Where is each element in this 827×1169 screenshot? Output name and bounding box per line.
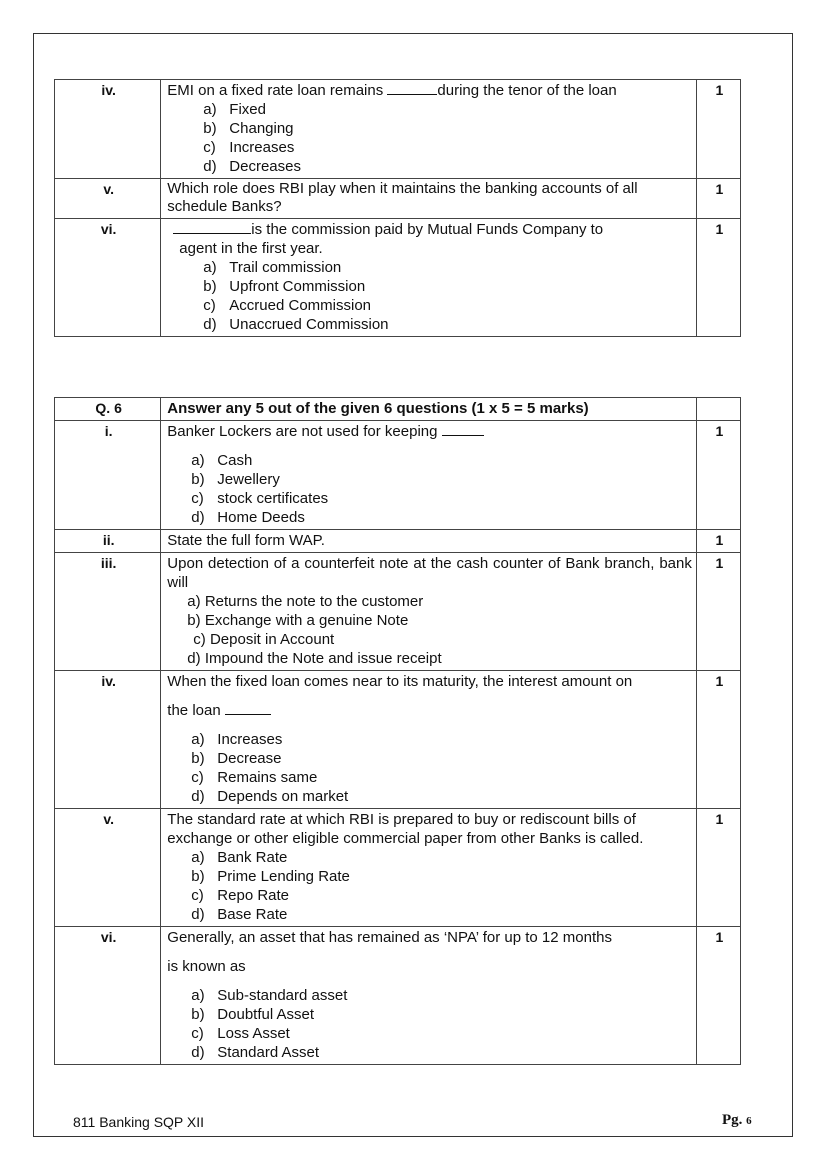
footer-page-number — [722, 1112, 752, 1129]
option-label: b) — [203, 120, 217, 137]
question-cell — [161, 219, 697, 337]
option-text: Returns the note to the customer — [204, 593, 424, 610]
options-list — [167, 730, 692, 806]
option-text: Trail commission — [229, 259, 342, 276]
option-text: Cash — [217, 452, 253, 469]
marks: 1 — [696, 927, 740, 1065]
question-text: the loan — [167, 702, 225, 719]
question-text: The standard rate at which RBI is prepared to buy or rediscount bills of exchange or other eligible commercial paper from other Banks is called. — [167, 811, 644, 847]
question-table-q6 — [54, 397, 741, 1065]
option — [167, 886, 692, 905]
question-text: State the full form WAP. — [161, 530, 697, 553]
options-list — [167, 986, 692, 1062]
question-cell — [161, 553, 697, 671]
table-row — [55, 809, 741, 927]
option-text: Fixed — [229, 101, 266, 118]
table-row — [55, 219, 741, 337]
option — [167, 157, 692, 176]
option-text: Loss Asset — [217, 1025, 290, 1042]
option — [167, 258, 692, 277]
option-text: Accrued Commission — [229, 297, 372, 314]
question-text: agent in the first year. — [179, 240, 323, 257]
option-text: Doubtful Asset — [217, 1006, 315, 1023]
options-list — [167, 100, 692, 176]
option-label: b) — [191, 471, 205, 488]
question-text: EMI on a fixed rate loan remains — [167, 82, 388, 99]
option — [167, 630, 692, 649]
option — [167, 592, 692, 611]
option-label: a) — [191, 849, 205, 866]
option-label: c) — [191, 490, 204, 507]
option-label: d) — [187, 650, 201, 667]
options-list — [167, 258, 692, 334]
option-label: b) — [187, 612, 201, 629]
option-label: a) — [191, 731, 205, 748]
question-cell — [161, 80, 697, 179]
question-number: ii. — [55, 530, 161, 553]
page-prefix: Pg. — [722, 1112, 743, 1128]
option-label: b) — [203, 278, 217, 295]
question-number: vi. — [55, 927, 161, 1065]
fill-blank — [387, 82, 437, 95]
option — [167, 986, 692, 1005]
marks: 1 — [696, 80, 740, 179]
table-header-row — [55, 398, 741, 421]
option — [167, 296, 692, 315]
question-cell — [161, 809, 697, 927]
option — [167, 1043, 692, 1062]
option-label: c) — [191, 769, 204, 786]
question-number: iv. — [55, 80, 161, 179]
option-text: Repo Rate — [217, 887, 290, 904]
option-label: a) — [191, 452, 205, 469]
question-cell — [161, 927, 697, 1065]
question-number: vi. — [55, 219, 161, 337]
option-text: Upfront Commission — [229, 278, 366, 295]
question-number: iii. — [55, 553, 161, 671]
question-text: is known as — [167, 958, 246, 975]
table-row — [55, 421, 741, 530]
option-label: c) — [191, 887, 204, 904]
option-text: Sub-standard asset — [217, 987, 348, 1004]
option-label: d) — [203, 158, 217, 175]
marks-header — [696, 398, 740, 421]
option-text: Increases — [229, 139, 295, 156]
option-label: d) — [203, 316, 217, 333]
marks: 1 — [696, 421, 740, 530]
marks: 1 — [696, 553, 740, 671]
question-number: iv. — [55, 671, 161, 809]
option-label: a) — [203, 101, 217, 118]
marks: 1 — [696, 530, 740, 553]
option — [167, 277, 692, 296]
option-text: Depends on market — [217, 788, 349, 805]
option-text: stock certificates — [217, 490, 329, 507]
option-text: Deposit in Account — [209, 631, 335, 648]
question-number: v. — [55, 809, 161, 927]
option — [167, 315, 692, 334]
option-text: Decreases — [229, 158, 301, 175]
option-text: Base Rate — [217, 906, 288, 923]
option-text: Impound the Note and issue receipt — [204, 650, 442, 667]
question-cell — [161, 671, 697, 809]
table-row — [55, 927, 741, 1065]
option-label: d) — [191, 509, 205, 526]
option-text: Bank Rate — [217, 849, 288, 866]
option-label: d) — [191, 788, 205, 805]
option-label: a) — [191, 987, 205, 1004]
option — [167, 787, 692, 806]
option — [167, 649, 692, 668]
option-text: Jewellery — [217, 471, 280, 488]
options-list — [167, 848, 692, 924]
option — [167, 1005, 692, 1024]
option — [167, 611, 692, 630]
table-row — [55, 671, 741, 809]
option-text: Changing — [229, 120, 294, 137]
marks: 1 — [696, 179, 740, 219]
table-row — [55, 530, 741, 553]
option — [167, 138, 692, 157]
option — [167, 867, 692, 886]
option-text: Increases — [217, 731, 283, 748]
fill-blank — [442, 423, 484, 436]
option — [167, 730, 692, 749]
question-number: v. — [55, 179, 161, 219]
section-title: Answer any 5 out of the given 6 questions (1 x 5 = 5 marks) — [161, 398, 697, 421]
question-text: is the commission paid by Mutual Funds Company to — [251, 221, 604, 238]
option-text: Standard Asset — [217, 1044, 320, 1061]
option-text: Decrease — [217, 750, 282, 767]
option — [167, 489, 692, 508]
option-label: c) — [191, 1025, 204, 1042]
option — [167, 848, 692, 867]
question-text: Upon detection of a counterfeit note at the cash counter of Bank branch, bank will — [167, 555, 692, 591]
option — [167, 508, 692, 527]
question-text: Which role does RBI play when it maintains the banking accounts of all schedule Banks? — [161, 179, 697, 219]
option — [167, 749, 692, 768]
option-label: d) — [191, 906, 205, 923]
marks: 1 — [696, 671, 740, 809]
table-row — [55, 179, 741, 219]
option-label: c) — [193, 631, 206, 648]
question-text: Banker Lockers are not used for keeping — [167, 423, 442, 440]
fill-blank — [173, 221, 251, 234]
option-label: a) — [203, 259, 217, 276]
option — [167, 100, 692, 119]
option-text: Exchange with a genuine Note — [204, 612, 409, 629]
question-number: i. — [55, 421, 161, 530]
option-text: Prime Lending Rate — [217, 868, 350, 885]
question-table-q5-continued — [54, 79, 741, 337]
question-text: during the tenor of the loan — [437, 82, 617, 99]
option — [167, 768, 692, 787]
option-text: Remains same — [217, 769, 318, 786]
option — [167, 119, 692, 138]
option-label: b) — [191, 750, 205, 767]
option-text: Home Deeds — [217, 509, 305, 526]
footer-document-title: 811 Banking SQP XII — [73, 1114, 205, 1130]
options-list — [167, 451, 692, 527]
option-label: b) — [191, 1006, 205, 1023]
option — [167, 470, 692, 489]
table-row — [55, 553, 741, 671]
question-text: When the fixed loan comes near to its maturity, the interest amount on — [167, 673, 633, 690]
option-label: d) — [191, 1044, 205, 1061]
marks: 1 — [696, 219, 740, 337]
fill-blank — [225, 702, 271, 715]
option-label: b) — [191, 868, 205, 885]
option — [167, 451, 692, 470]
marks: 1 — [696, 809, 740, 927]
question-text: Generally, an asset that has remained as ‘NPA’ for up to 12 months — [167, 929, 612, 946]
option-label: c) — [203, 297, 216, 314]
table-row — [55, 80, 741, 179]
option — [167, 1024, 692, 1043]
option-text: Unaccrued Commission — [229, 316, 389, 333]
section-number: Q. 6 — [55, 398, 161, 421]
option-label: a) — [187, 593, 201, 610]
option — [167, 905, 692, 924]
page-number: 6 — [746, 1115, 752, 1127]
option-label: c) — [203, 139, 216, 156]
question-cell — [161, 421, 697, 530]
